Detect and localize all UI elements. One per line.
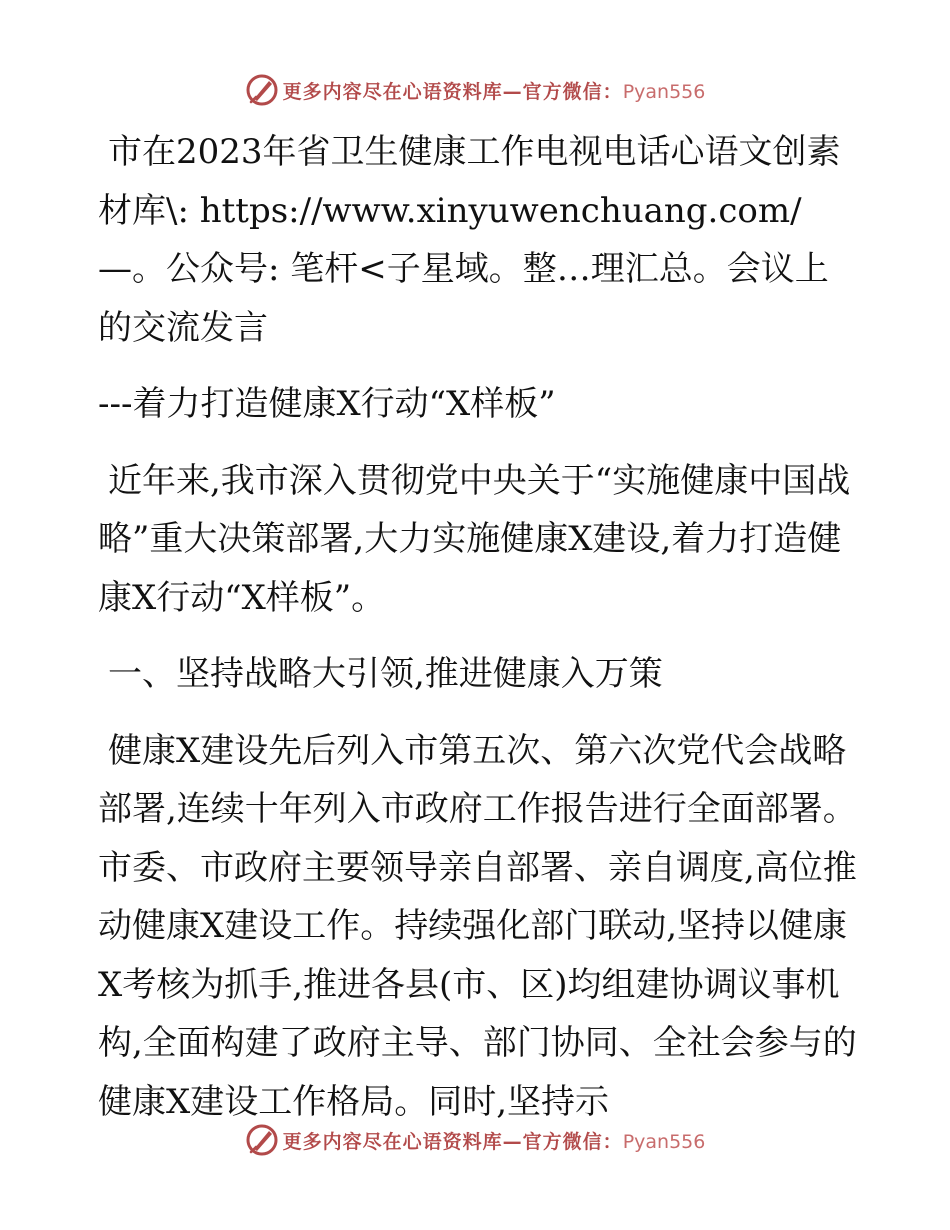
banner-brand-text: 更多内容尽在心语资料库—官方微信：Pyan556 bbox=[282, 1130, 706, 1153]
document-paragraph: 健康X建设先后列入市第五次、第六次党代会战略部署,连续十年列入市政府工作报告进行全面部署。市委、市政府主要领导亲自部署、亲自调度,高位推动健康X建设工作。持续强化部门联动,坚持以健康X考核为抓手,推进各县(市、区)均组建协调议事机构,全面构建了政府主导、部门协同、全社会参与的健康X建设工作格局。同时,坚持示 bbox=[98, 730, 857, 1122]
document-body bbox=[98, 123, 858, 1131]
document-paragraph: 近年来,我市深入贯彻党中央关于“实施健康中国战略”重大决策部署,大力实施健康X建设,着力打造健康X行动“X样板”。 bbox=[98, 460, 851, 618]
header-watermark-banner bbox=[0, 70, 950, 110]
banner-wechat-id: Pyan556 bbox=[622, 1130, 706, 1153]
banner-brand-text: 更多内容尽在心语资料库—官方微信：Pyan556 bbox=[282, 80, 706, 103]
document-intro-paragraph: 市在2023年省卫生健康工作电视电话心语文创素材库\: https://www.xinyuwenchuang.com/—。公众号: 笔杆<子星域。整…理汇总。会议上的交流发言 bbox=[98, 132, 841, 348]
footer-watermark-banner bbox=[0, 1120, 950, 1160]
document-subtitle: ---着力打造健康X行动“X样板” bbox=[98, 384, 556, 424]
quill-logo-icon bbox=[245, 73, 279, 107]
quill-logo-icon bbox=[245, 1123, 279, 1157]
banner-wechat-id: Pyan556 bbox=[622, 80, 706, 103]
section-heading: 一、坚持战略大引领,推进健康入万策 bbox=[108, 654, 663, 694]
